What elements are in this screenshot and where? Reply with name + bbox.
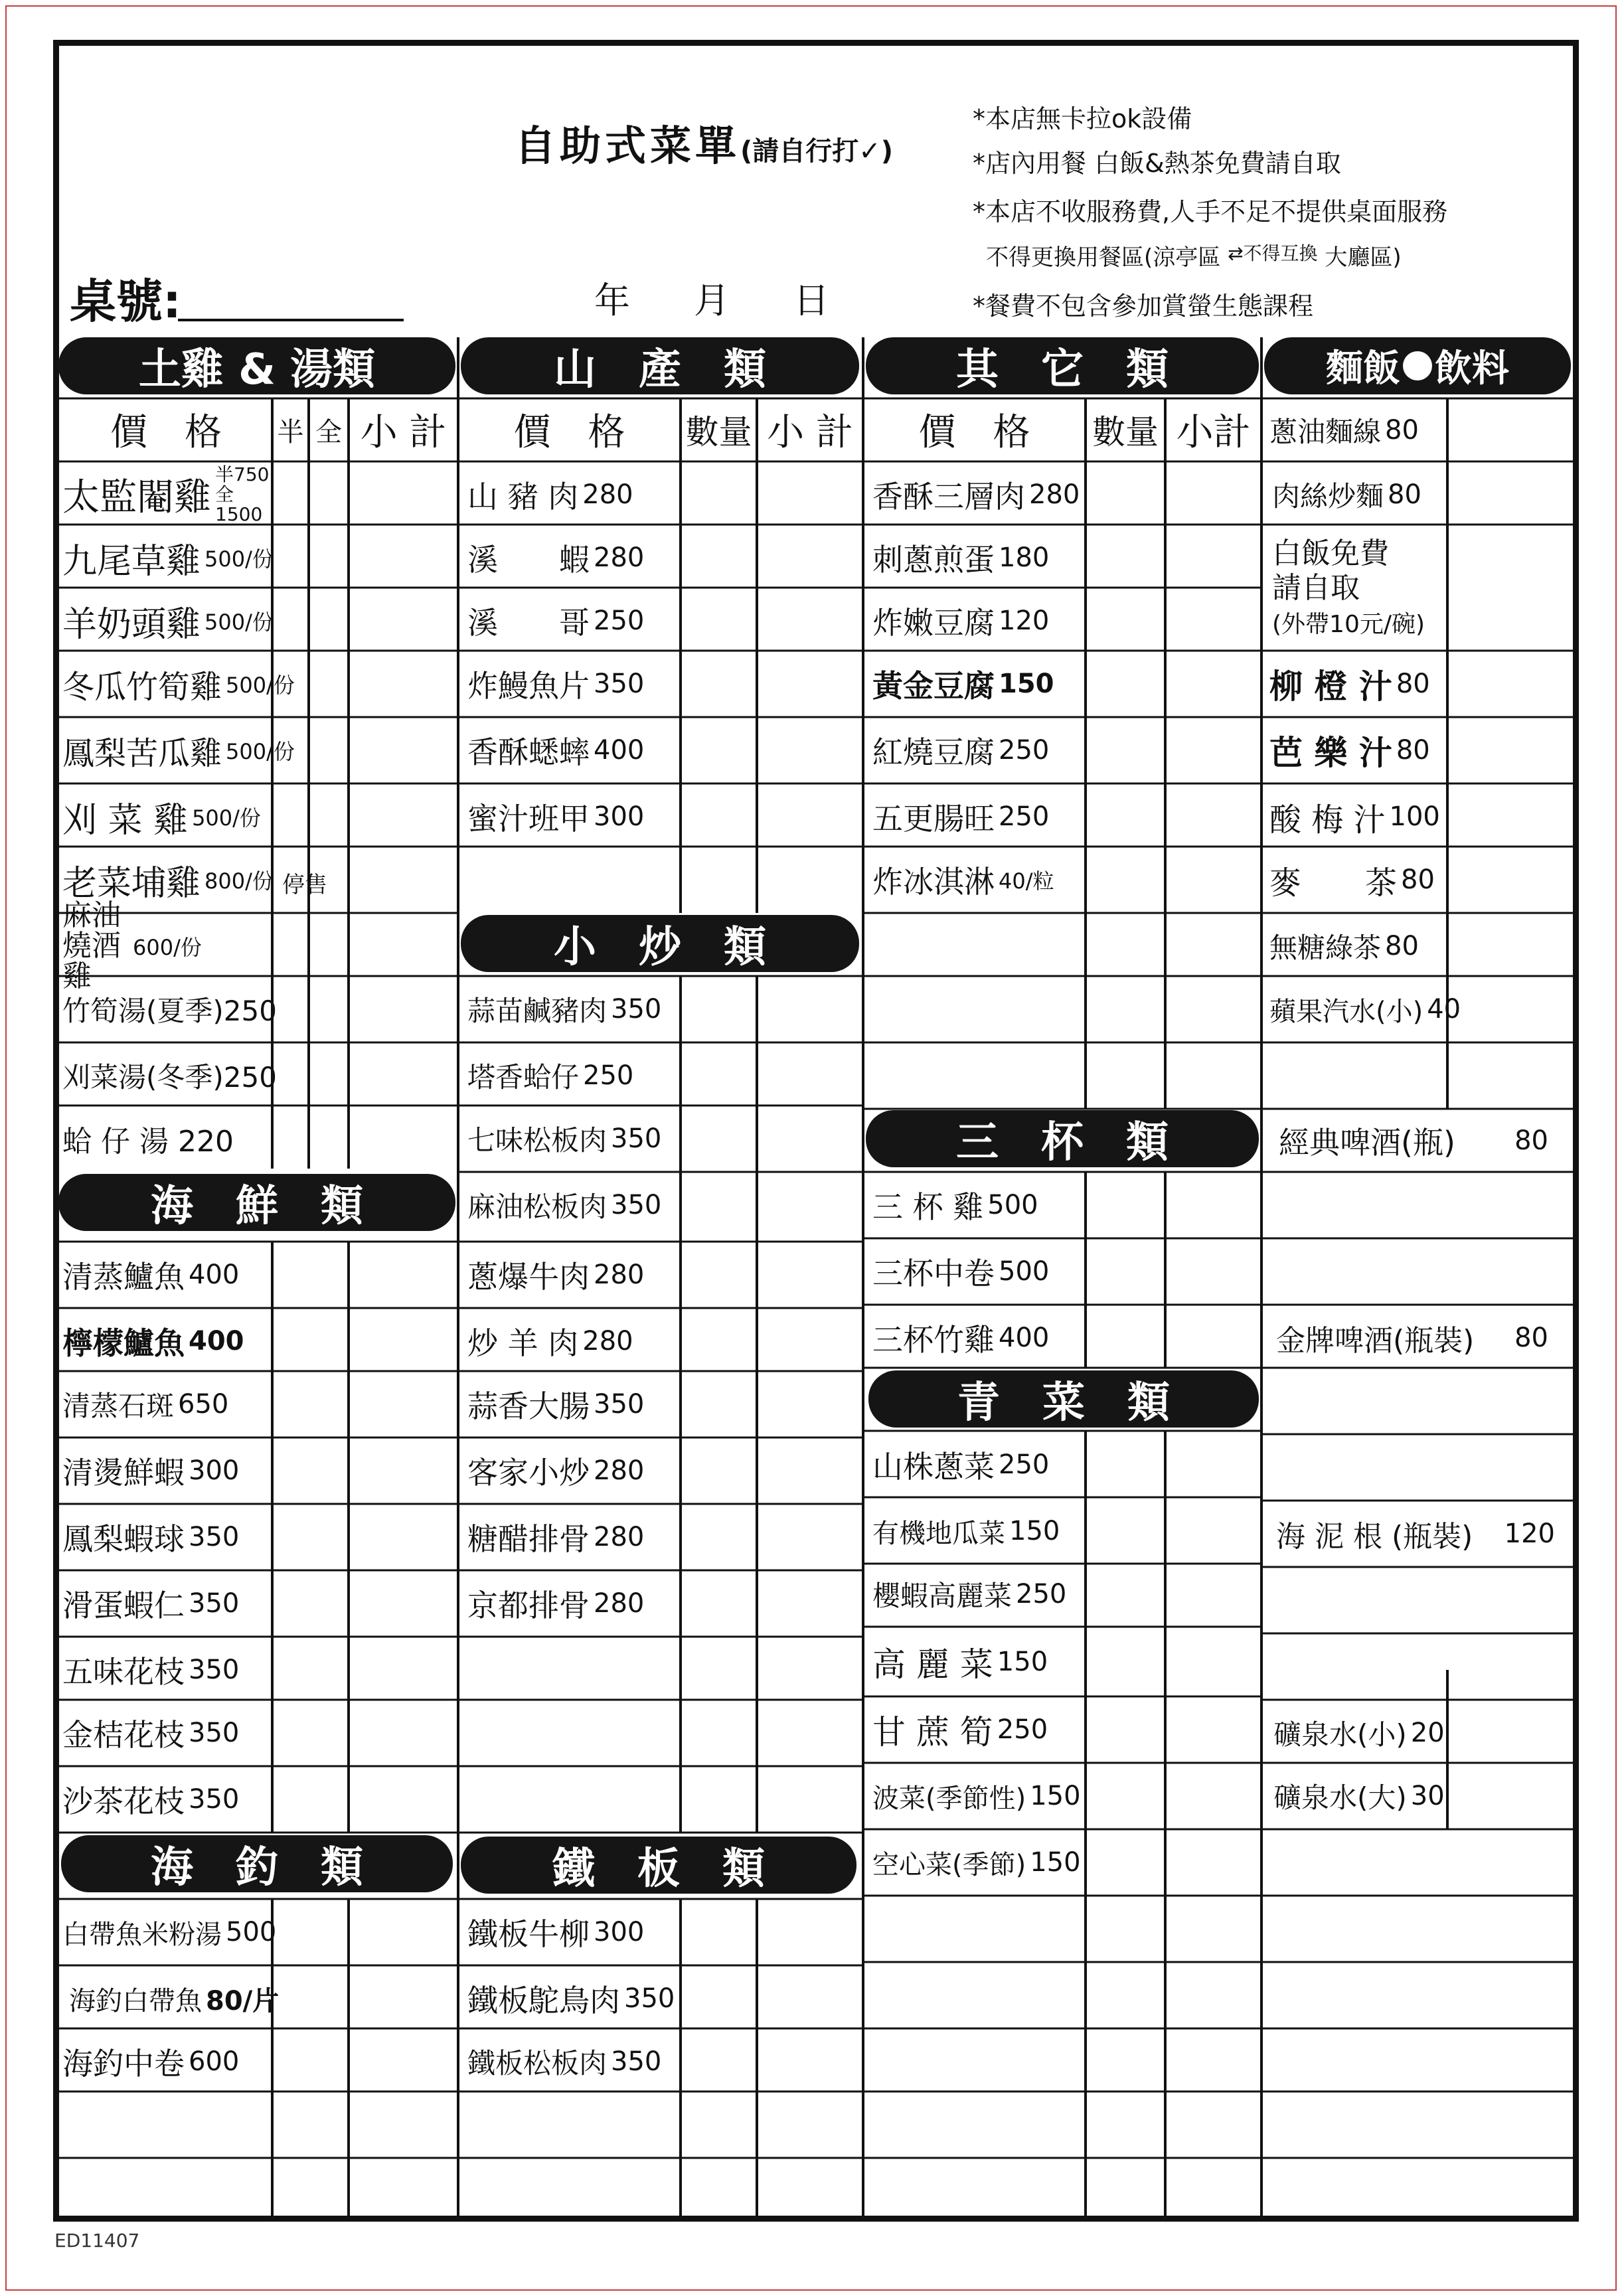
item-price: 500/份: [226, 673, 295, 698]
list-item[interactable]: [870, 1630, 1048, 1694]
item-name: 鐵板牛柳: [467, 1916, 590, 1952]
list-item[interactable]: [60, 1309, 244, 1373]
item-price: 500: [987, 1190, 1038, 1220]
section-header-three-cup: [866, 1110, 1259, 1167]
list-item[interactable]: [60, 526, 274, 590]
bullet-dot-icon: [1403, 351, 1432, 380]
item-price: 250: [583, 1060, 634, 1091]
list-item[interactable]: [60, 463, 275, 527]
item-name: 柳 橙 汁: [1269, 667, 1392, 706]
item-price: 500: [999, 1256, 1050, 1287]
list-item[interactable]: [60, 1372, 228, 1436]
list-item[interactable]: [60, 2030, 239, 2093]
item-name: 蘋果汽水(小): [1269, 996, 1423, 1027]
list-item[interactable]: [60, 1900, 276, 1964]
item-name: 蔥爆牛肉: [467, 1259, 590, 1295]
section-title: 山 產 類: [554, 345, 766, 394]
footer-code: ED11407: [54, 2230, 140, 2252]
item-price: 250: [1016, 1579, 1067, 1609]
list-item[interactable]: [60, 977, 277, 1041]
item-price: 350: [611, 1190, 662, 1220]
section-header-stirfry: [461, 915, 859, 972]
item-name: 香酥三層肉: [872, 479, 1025, 515]
list-item[interactable]: [870, 1240, 1049, 1303]
list-item[interactable]: [465, 785, 644, 849]
notice-line-1: *本店無卡拉ok設備: [973, 104, 1192, 133]
item-name: 經典啤酒(瓶): [1279, 1125, 1455, 1161]
list-item[interactable]: [1267, 848, 1435, 912]
item-price: 350: [189, 1784, 240, 1815]
item-name: 無糖綠茶: [1269, 932, 1382, 964]
item-price: 80: [1514, 1323, 1548, 1353]
list-item[interactable]: [60, 1505, 239, 1569]
item-price: 500/份: [204, 610, 274, 635]
list-item[interactable]: [60, 1107, 234, 1171]
item-price: 280: [594, 1588, 645, 1619]
date-year: 年: [594, 280, 630, 321]
item-price: 150: [997, 1647, 1048, 1677]
item-price: 80: [1401, 864, 1435, 895]
section-header-seafood: [58, 1174, 455, 1231]
list-item[interactable]: [465, 652, 644, 716]
col1-subtotal-header: 小 計: [360, 411, 447, 454]
list-item-water-large[interactable]: [1271, 1764, 1445, 1828]
item-name: 竹筍湯(夏季)250: [62, 995, 277, 1027]
item-price: 400: [594, 735, 645, 766]
item-price: 半750 全1500: [215, 463, 270, 525]
item-name: 麥 茶: [1269, 864, 1398, 902]
item-name: 金桔花枝: [62, 1717, 185, 1753]
section-header-fishing: [61, 1835, 453, 1892]
item-name: 波菜(季節性): [872, 1783, 1026, 1814]
item-name: 鐵板鴕鳥肉: [467, 1983, 620, 2018]
item-price: 150: [1009, 1516, 1060, 1546]
list-item[interactable]: [465, 1505, 644, 1569]
list-item[interactable]: [1269, 463, 1421, 527]
item-price: 600/份: [133, 935, 202, 960]
sold-out-note: 停售: [282, 872, 327, 898]
item-name: 山株蔥菜: [872, 1449, 995, 1485]
item-price: 20: [1410, 1718, 1445, 1748]
item-name: 酸 梅 汁: [1269, 801, 1386, 839]
item-name: 山 豬 肉: [467, 479, 579, 515]
col2-subtotal-header: 小 計: [767, 411, 853, 454]
item-price: 280: [582, 1326, 633, 1356]
item-name: 七味松板肉: [467, 1124, 608, 1157]
list-item[interactable]: [1267, 785, 1440, 849]
item-price: 500/份: [204, 546, 274, 572]
item-price: 120: [1504, 1518, 1555, 1549]
notice-line-5: *餐費不包含參加賞螢生態課程: [973, 291, 1314, 321]
section-title: 其 它 類: [956, 345, 1169, 394]
item-name: 炸冰淇淋: [872, 864, 995, 900]
notice-swap-text: 不得互換: [1243, 242, 1318, 264]
item-name: 老菜埔雞: [62, 863, 201, 904]
item-price: 280: [582, 479, 633, 510]
item-price: 40/粒: [999, 868, 1054, 894]
item-name: 紅燒豆腐: [872, 734, 995, 770]
item-name: 三杯中卷: [872, 1256, 995, 1291]
item-name: 溪 蝦: [467, 542, 590, 578]
list-item[interactable]: [60, 1243, 239, 1307]
col2-qty-header: 數量: [685, 413, 752, 451]
item-price: 600: [189, 2046, 240, 2077]
item-price: 400: [999, 1323, 1050, 1353]
section-title-drinks: 飲料: [1435, 347, 1509, 390]
notice-line-2: *店內用餐 白飯&熱茶免費請自取: [973, 149, 1341, 178]
item-price: 280: [594, 1455, 645, 1486]
list-item[interactable]: [465, 1967, 675, 2030]
section-title: 三 杯 類: [956, 1118, 1169, 1167]
item-price: 30: [1410, 1781, 1445, 1811]
list-item[interactable]: [465, 1900, 644, 1964]
item-price: 650: [178, 1389, 229, 1420]
item-price: 80: [1396, 735, 1430, 766]
list-item[interactable]: [465, 2030, 661, 2093]
list-item[interactable]: [870, 1499, 1060, 1563]
item-price: 350: [189, 1718, 240, 1748]
date-day: 日: [793, 280, 829, 321]
item-name: 三杯竹雞: [872, 1322, 995, 1358]
item-price: 40: [1427, 994, 1461, 1025]
item-name: 麻油 燒酒 雞: [62, 898, 121, 993]
list-item[interactable]: [870, 1306, 1049, 1370]
item-price: 250: [594, 606, 645, 636]
item-price: 280: [594, 542, 645, 573]
item-price: 250: [999, 801, 1050, 832]
item-price: 500/份: [192, 805, 261, 831]
section-header-iron-plate: [461, 1837, 856, 1894]
list-item[interactable]: [60, 1701, 239, 1765]
list-item[interactable]: [870, 718, 1049, 782]
section-header-others: [866, 337, 1259, 394]
notice-line-4: [986, 239, 1402, 272]
section-title: 青 菜 類: [957, 1378, 1170, 1428]
item-name: 金牌啤酒(瓶裝): [1276, 1324, 1475, 1358]
item-name: 九尾草雞: [62, 541, 201, 582]
item-name: 櫻蝦高麗菜: [872, 1580, 1013, 1612]
item-price: 180: [999, 542, 1050, 573]
list-item[interactable]: [60, 1767, 239, 1831]
item-name: 太監閹雞: [62, 476, 211, 519]
list-item[interactable]: [465, 1439, 644, 1503]
list-item[interactable]: [465, 1107, 661, 1171]
item-name: 刺蔥煎蛋: [872, 542, 995, 578]
list-item-heineken[interactable]: [1273, 1502, 1568, 1566]
item-name: 清蒸鱸魚: [62, 1259, 185, 1295]
item-name: 滑蛋蝦仁: [62, 1588, 185, 1623]
list-item[interactable]: [465, 718, 644, 782]
list-item[interactable]: [1267, 652, 1430, 716]
list-item[interactable]: [60, 1572, 239, 1635]
col3-subtotal-header: 小計: [1176, 411, 1251, 454]
item-name: 炸嫩豆腐: [872, 605, 995, 641]
table-number-field[interactable]: [178, 319, 404, 321]
item-name: 白帶魚米粉湯: [62, 1919, 222, 1950]
item-price: 280: [594, 1260, 645, 1290]
item-name: 糖醋排骨: [467, 1521, 590, 1557]
section-title: 土雞 & 湯類: [138, 345, 376, 394]
item-name: 刈 菜 雞: [62, 800, 189, 841]
item-name: 甘 蔗 筍: [872, 1713, 993, 1752]
col1-full-header: 全: [315, 416, 342, 448]
item-price: 80: [1396, 669, 1430, 699]
item-price: 250: [999, 735, 1050, 766]
item-price: 500: [226, 1917, 277, 1947]
item-price: 350: [624, 1983, 675, 2014]
item-price: 80/片: [206, 1985, 280, 2016]
list-item[interactable]: [1267, 718, 1430, 782]
table-number-label: 桌號:: [70, 274, 181, 329]
section-title: 海 釣 類: [151, 1843, 363, 1892]
item-price: 800/份: [204, 868, 274, 894]
item-price: 350: [611, 1123, 662, 1154]
notice-swap-arrow: ⇄不得互換: [1228, 242, 1318, 264]
list-item[interactable]: [870, 1698, 1048, 1762]
section-header-vegetables: [868, 1370, 1259, 1428]
list-item[interactable]: [66, 1967, 279, 2030]
item-price: 350: [611, 994, 662, 1025]
item-price: 250: [999, 1449, 1050, 1480]
item-name: 芭 樂 汁: [1269, 734, 1392, 772]
list-item[interactable]: [870, 652, 1054, 716]
item-name: 清蒸石斑: [62, 1390, 175, 1422]
notice-line-3: *本店不收服務費,人手不足不提供桌面服務: [973, 197, 1448, 226]
list-item[interactable]: [870, 526, 1049, 590]
item-name: 塔香蛤仔: [467, 1061, 580, 1094]
item-name: 清燙鮮蝦: [62, 1455, 185, 1491]
section-header-mountain: [461, 337, 859, 394]
item-price: 350: [594, 669, 645, 699]
item-price: 80: [1514, 1125, 1548, 1156]
list-item-beer-classic[interactable]: [1276, 1109, 1568, 1173]
item-name: 檸檬鱸魚: [62, 1325, 185, 1361]
item-name: 炒 羊 肉: [467, 1325, 579, 1361]
item-price: 350: [189, 1522, 240, 1552]
item-name: 冬瓜竹筍雞: [62, 668, 222, 706]
item-name: 肉絲炒麵: [1272, 480, 1384, 513]
item-price: (外帶10元/碗): [1272, 610, 1425, 638]
list-item[interactable]: [870, 785, 1049, 849]
col1-half-header: 半: [277, 416, 304, 448]
item-name: 客家小炒: [467, 1455, 590, 1491]
item-name: 黃金豆腐: [872, 668, 995, 704]
date-month: 月: [694, 280, 730, 321]
col3-qty-header: 數量: [1092, 413, 1159, 451]
list-item[interactable]: [465, 463, 633, 527]
list-item[interactable]: [465, 526, 644, 590]
menu-title: [515, 113, 893, 172]
item-price: 500/份: [226, 739, 295, 764]
item-name: 蛤 仔 湯 220: [62, 1125, 234, 1159]
section-header-chicken-soup: [58, 337, 455, 394]
item-price: 80: [1385, 931, 1419, 961]
list-item[interactable]: [60, 785, 261, 849]
list-item[interactable]: [870, 848, 1054, 912]
section-title: 小 炒 類: [554, 923, 766, 972]
section-header-noodles-drinks: [1264, 337, 1571, 394]
item-name: 蜜汁班甲: [467, 801, 590, 837]
item-name: 空心菜(季節): [872, 1849, 1026, 1880]
list-item-free-rice[interactable]: [1269, 528, 1425, 647]
list-item[interactable]: [465, 1044, 633, 1107]
list-item[interactable]: [870, 1764, 1081, 1828]
item-name: 刈菜湯(冬季)250: [62, 1061, 277, 1094]
item-name: 鳳梨苦瓜雞: [62, 734, 222, 772]
list-item[interactable]: [60, 589, 274, 653]
notice-dining-area: 不得更換用餐區(涼亭區: [986, 244, 1221, 271]
list-item[interactable]: [870, 463, 1080, 527]
item-name: 白飯免費 請自取: [1272, 536, 1389, 605]
list-item[interactable]: [465, 977, 661, 1041]
list-item[interactable]: [1267, 977, 1461, 1041]
item-price: 120: [999, 606, 1050, 636]
item-price: 350: [611, 2046, 662, 2077]
item-name: 海釣中卷: [62, 2046, 185, 2082]
item-name: 五味花枝: [62, 1654, 185, 1690]
item-name: 鐵板松板肉: [467, 2047, 608, 2080]
section-title-noodles: 麵飯: [1326, 347, 1400, 390]
item-price: 400: [189, 1260, 240, 1290]
item-price: 100: [1389, 801, 1440, 832]
item-price: 400: [189, 1326, 244, 1356]
menu-title-text: 自助式菜單: [515, 122, 741, 170]
item-name: 蒜苗鹹豬肉: [467, 995, 608, 1027]
item-name: 炸鰻魚片: [467, 668, 590, 704]
list-item[interactable]: [870, 589, 1049, 653]
item-price: 150: [1030, 1781, 1081, 1811]
item-price: 300: [594, 801, 645, 832]
list-item[interactable]: [465, 1243, 644, 1307]
section-title: 海 鮮 類: [151, 1182, 363, 1231]
item-name: 溪 哥: [467, 605, 590, 641]
list-item[interactable]: [1267, 398, 1419, 462]
list-item[interactable]: [465, 589, 644, 653]
item-name: 蒜香大腸: [467, 1388, 590, 1424]
item-price: 300: [594, 1917, 645, 1947]
item-name: 香酥蟋蟀: [467, 734, 590, 770]
item-name: 礦泉水(小): [1273, 1718, 1407, 1751]
menu-title-sub: (請自行打✓): [740, 136, 894, 167]
item-price: 350: [189, 1588, 240, 1619]
list-item[interactable]: [870, 1831, 1081, 1894]
item-name: 麻油松板肉: [467, 1190, 608, 1223]
list-item[interactable]: [465, 1309, 633, 1373]
item-name: 有機地瓜菜: [872, 1518, 1005, 1549]
item-name: 高 麗 菜: [872, 1645, 993, 1684]
list-item[interactable]: [60, 652, 295, 716]
item-price: 150: [999, 669, 1054, 699]
item-name: 礦泉水(大): [1273, 1781, 1407, 1814]
item-name: 京都排骨: [467, 1588, 590, 1623]
col3-price-header: 價 格: [918, 411, 1030, 454]
list-item[interactable]: [60, 1044, 277, 1107]
item-name: 羊奶頭雞: [62, 604, 201, 645]
list-item[interactable]: [60, 718, 295, 782]
list-item[interactable]: [465, 1572, 644, 1635]
col1-price-header: 價 格: [110, 411, 222, 454]
item-name: 海 泥 根 (瓶裝): [1276, 1520, 1473, 1554]
item-price: 150: [1030, 1847, 1081, 1878]
list-item[interactable]: [465, 1372, 644, 1436]
item-price: 280: [1029, 479, 1080, 510]
section-title: 鐵 板 類: [552, 1845, 765, 1894]
item-name: 三 杯 雞: [872, 1189, 984, 1225]
list-item[interactable]: [60, 1439, 239, 1503]
list-item[interactable]: [870, 1173, 1038, 1237]
item-name: 海釣白帶魚: [69, 1985, 202, 2016]
notice-hall-area: 大廳區): [1325, 244, 1402, 271]
list-item-beer-gold[interactable]: [1273, 1306, 1568, 1370]
list-item[interactable]: [870, 1562, 1066, 1626]
list-item[interactable]: [870, 1433, 1049, 1497]
item-name: 蔥油麵線: [1269, 416, 1382, 448]
item-price: 80: [1388, 479, 1421, 510]
list-item[interactable]: [465, 1173, 661, 1237]
list-item[interactable]: [60, 1638, 239, 1702]
item-name: 沙茶花枝: [62, 1783, 185, 1819]
item-price: 80: [1385, 415, 1419, 446]
list-item[interactable]: [1267, 914, 1419, 978]
item-name: 鳳梨蝦球: [62, 1521, 185, 1557]
item-price: 350: [594, 1389, 645, 1420]
list-item[interactable]: [60, 898, 202, 993]
item-price: 350: [189, 1655, 240, 1685]
list-item-water-small[interactable]: [1271, 1701, 1445, 1765]
item-price: 250: [997, 1714, 1048, 1745]
col2-price-header: 價 格: [513, 411, 625, 454]
item-price: 300: [189, 1455, 240, 1486]
item-price: 280: [594, 1522, 645, 1552]
item-name: 五更腸旺: [872, 801, 995, 837]
